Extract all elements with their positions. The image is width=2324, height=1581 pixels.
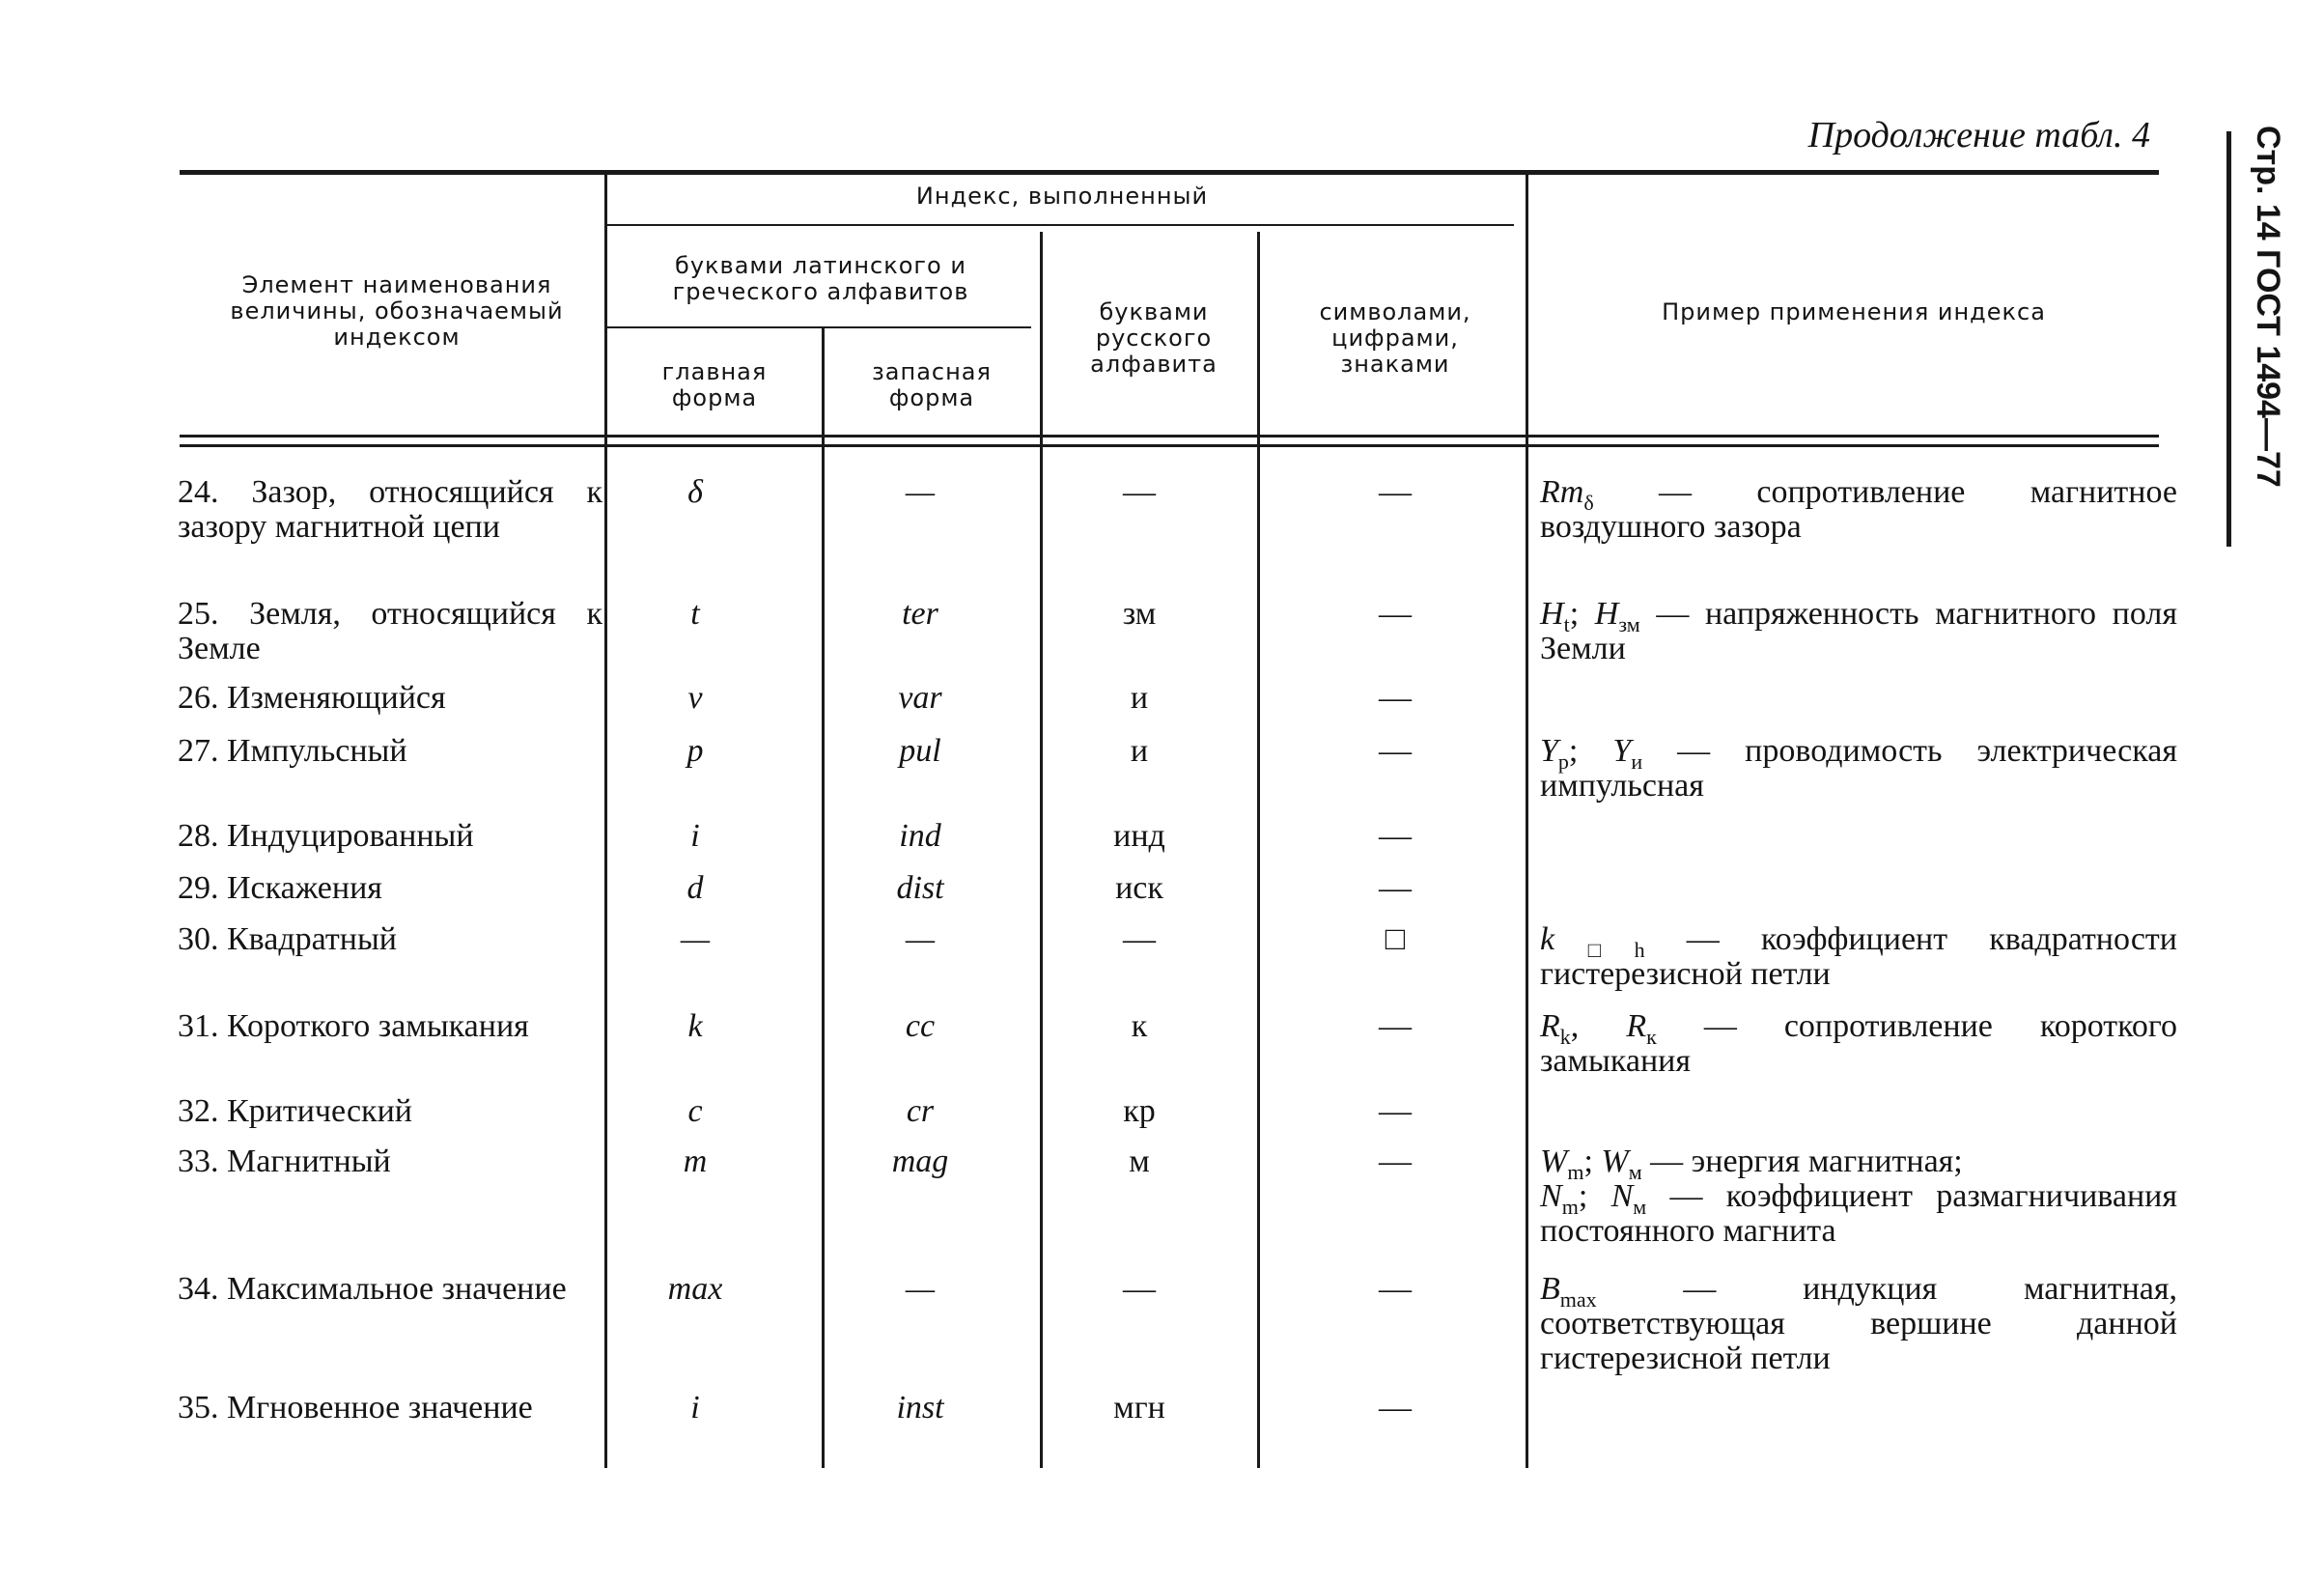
example-symbol: W (1601, 1143, 1629, 1179)
example-symbol: R (1626, 1008, 1647, 1044)
row-russian: — (1123, 474, 1156, 510)
row-name: 34. Максимальное значение (178, 1271, 567, 1307)
row-russian: кр (1123, 1093, 1156, 1129)
example-symbol: Rm (1540, 474, 1584, 510)
row-main-form: t (690, 596, 700, 632)
row-main-form: δ (687, 474, 703, 510)
row-name: 29. Искажения (178, 870, 382, 906)
example-line (1540, 922, 2177, 992)
example-subscript: t (1563, 611, 1570, 636)
row-name: 27. Импульсный (178, 733, 407, 769)
row-russian: м (1129, 1143, 1150, 1179)
example-separator: ; (1568, 733, 1613, 769)
example-line (1540, 1272, 2177, 1376)
row-name: 31. Короткого замыкания (178, 1008, 529, 1044)
example-subscript: к (1646, 1024, 1657, 1049)
row-symbol: — (1379, 1390, 1412, 1426)
row-russian: инд (1113, 818, 1165, 854)
row-russian: к (1131, 1008, 1148, 1044)
row-spare-form: — (905, 474, 936, 510)
example-line (1540, 1179, 2177, 1249)
row-example (1540, 1144, 2177, 1249)
header-element: Элемент наименования величины, обозначаемый индексом (230, 271, 564, 351)
row-example (1540, 922, 2177, 992)
row-spare-form: ind (899, 818, 941, 854)
row-russian: зм (1122, 596, 1157, 632)
row-symbol: — (1379, 680, 1412, 716)
row-symbol: — (1379, 818, 1412, 854)
row-spare-form: dist (896, 870, 944, 906)
row-name: 35. Мгновенное значение (178, 1390, 533, 1426)
example-subscript: δ (1583, 490, 1594, 515)
example-subscript: max (1559, 1286, 1597, 1312)
example-text: — напряженность магнитного поля Земли (1540, 596, 2177, 666)
example-subscript: p (1557, 748, 1569, 774)
example-symbol: N (1610, 1178, 1634, 1214)
example-subscript: м (1628, 1159, 1642, 1184)
row-name: 28. Индуцированный (178, 818, 474, 854)
example-line (1540, 734, 2177, 804)
row-symbol: — (1379, 1008, 1412, 1044)
example-text: — коэффициент размагничивания постоянного магнита (1540, 1178, 2178, 1249)
example-line (1540, 475, 2177, 545)
row-example (1540, 734, 2177, 804)
row-spare-form: cr (906, 1093, 935, 1129)
page-side-label: Стр. 14 ГОСТ 1494—77 (2250, 126, 2286, 488)
row-main-form: m (683, 1143, 708, 1179)
example-symbol: R (1540, 1008, 1560, 1044)
header-latin-group: буквами латинского и греческого алфавитов (672, 252, 969, 305)
row-main-form: max (667, 1271, 723, 1307)
example-symbol: H (1594, 596, 1619, 632)
row-name: 25. Земля, относящийся к Земле (178, 596, 602, 666)
row-name: 33. Магнитный (178, 1143, 391, 1179)
example-symbol: k (1540, 921, 1555, 957)
row-example (1540, 475, 2177, 545)
row-main-form: k (687, 1008, 703, 1044)
header-spare-form: запасная форма (872, 358, 992, 411)
row-main-form: d (686, 870, 704, 906)
example-separator: ; (1569, 596, 1595, 632)
row-name: 24. Зазор, относящийся к зазору магнитной цепи (178, 474, 602, 545)
example-subscript: □h (1554, 937, 1645, 962)
example-subscript: зм (1618, 611, 1640, 636)
row-name: 26. Изменяющийся (178, 680, 446, 716)
header-symbols: символами, цифрами, знаками (1319, 298, 1471, 378)
row-spare-form: — (905, 1271, 936, 1307)
example-subscript: и (1631, 748, 1643, 774)
row-russian: мгн (1113, 1390, 1165, 1426)
row-spare-form: inst (896, 1390, 944, 1426)
row-spare-form: var (898, 680, 942, 716)
header-russian: буквами русского алфавита (1090, 298, 1218, 378)
side-rule (2226, 131, 2231, 547)
row-spare-form: — (905, 921, 936, 957)
header-main-form: главная форма (661, 358, 768, 411)
example-symbol: B (1540, 1271, 1560, 1307)
row-main-form: p (686, 733, 704, 769)
example-symbol: Y (1540, 733, 1558, 769)
row-symbol: — (1379, 474, 1412, 510)
example-symbol: H (1540, 596, 1564, 632)
row-spare-form: cc (905, 1008, 936, 1044)
row-symbol: — (1379, 1271, 1412, 1307)
row-russian: иск (1115, 870, 1163, 906)
example-text: — коэффициент квадратности гистерезисной петли (1540, 921, 2177, 992)
row-spare-form: pul (899, 733, 941, 769)
row-symbol: — (1379, 733, 1412, 769)
row-spare-form: mag (891, 1143, 949, 1179)
row-main-form: c (687, 1093, 703, 1129)
example-text: — индукция магнитная, соответствующая вершине данной гистерезисной петли (1540, 1271, 2177, 1376)
example-text: — энергия магнитная; (1641, 1143, 1963, 1179)
continuation-title: Продолжение табл. 4 (1807, 115, 2150, 155)
row-example (1540, 597, 2177, 666)
row-russian: и (1130, 733, 1149, 769)
row-symbol: — (1379, 596, 1412, 632)
header-example: Пример применения индекса (1662, 298, 2046, 325)
example-separator: ; (1583, 1143, 1602, 1179)
row-example (1540, 1272, 2177, 1376)
example-separator: ; (1578, 1178, 1611, 1214)
row-spare-form: ter (902, 596, 938, 632)
example-symbol: Y (1612, 733, 1632, 769)
example-subscript: m (1561, 1194, 1579, 1219)
row-symbol: — (1379, 870, 1412, 906)
row-symbol: □ (1385, 921, 1406, 957)
row-symbol: — (1379, 1143, 1412, 1179)
example-subscript: м (1633, 1194, 1647, 1219)
row-russian: — (1123, 921, 1156, 957)
header-index-group: Индекс, выполненный (915, 183, 1209, 210)
row-name: 30. Квадратный (178, 921, 397, 957)
row-main-form: i (690, 1390, 700, 1426)
example-separator: , (1570, 1008, 1627, 1044)
example-line (1540, 597, 2177, 666)
example-text: — сопротивление короткого замыкания (1540, 1008, 2177, 1079)
row-symbol: — (1379, 1093, 1412, 1129)
row-main-form: i (690, 818, 700, 854)
example-line (1540, 1009, 2177, 1079)
row-russian: и (1130, 680, 1149, 716)
example-line (1540, 1143, 2177, 1184)
example-symbol: W (1540, 1143, 1568, 1179)
row-main-form: — (680, 921, 711, 957)
row-name: 32. Критический (178, 1093, 412, 1129)
row-main-form: v (687, 680, 703, 716)
example-subscript: m (1567, 1159, 1584, 1184)
example-text: — сопротивление магнитное воздушного зазора (1540, 474, 2177, 545)
example-text: — проводимость электрическая импульсная (1540, 733, 2177, 804)
example-subscript: k (1559, 1024, 1571, 1049)
row-russian: — (1123, 1271, 1156, 1307)
row-example (1540, 1009, 2177, 1079)
example-symbol: N (1540, 1178, 1562, 1214)
